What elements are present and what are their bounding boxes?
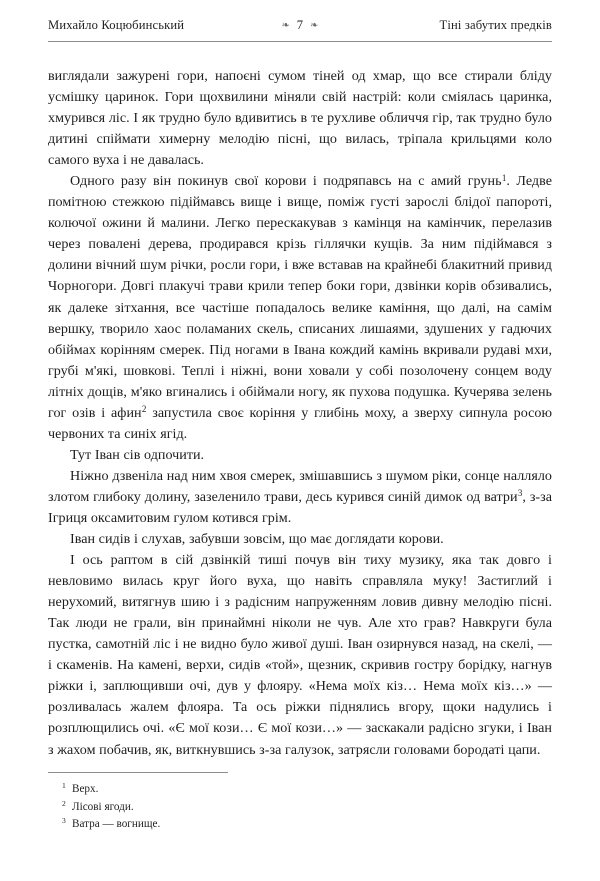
footnote-separator-rule [48, 772, 228, 773]
paragraph-text: Тут Іван сів одпочити. [70, 446, 205, 463]
header-rule [48, 41, 552, 42]
footnote-item [48, 799, 552, 817]
footnote-reference[interactable]: 3 [517, 488, 523, 499]
paragraph-text: . Ледве помітною стежкою підіймавсь вище і вище, поміж густі зарослі блідої папороті, колючої ожини й малини. Легко перескакував з камінця на камінчик, перелазив через повалені дерева, продирався крізь гіллячки кущів. За ним підіймався з долини вічний шум річки, росли гори, і вже вставав на крайнебі блакитний привид Чорногори. Довгі плакучі трави крили тепер боки гори, дзвінки корів обзивались, як далеке зітхання, все частіше попадалось велике каміння, що далі, на самім вершку, творило хаос поламаних скель, списаних лишаями, здушених у гадючих обіймах корінням смерек. Під ногами в Івана кождий камінь вкривали рудаві мхи, грубі м'які, шовкові. Теплі і ніжні, вони ховали у собі позолочену сонцем воду літніх дощів, м'яко вгинались і обіймали ногу, як пухова подушка. Кучерява зелень гог озів і афин [48, 173, 552, 421]
footnote-reference[interactable]: 1 [501, 172, 507, 183]
footnote-text: Верх. [72, 783, 99, 795]
ornament-left-icon: ❧ [281, 21, 290, 31]
footnote-list [48, 781, 552, 834]
ornament-right-icon: ❧ [310, 21, 319, 31]
page-number: 7 [296, 18, 304, 32]
footnote-reference[interactable]: 2 [141, 404, 147, 415]
paragraph-text: Одного разу він покинув свої корови і подряпавсь на с амий грунь [70, 173, 502, 190]
footnote-text: Лісові ягоди. [72, 800, 134, 813]
body-paragraph [48, 66, 552, 171]
footnote-item [48, 816, 552, 834]
running-head-title: Тіні забутих предків [439, 18, 552, 32]
paragraph-text: Іван сидів і слухав, забувши зовсім, що має доглядати корови. [70, 531, 444, 548]
footnote-marker: 1 [62, 781, 66, 790]
body-paragraph [48, 550, 552, 760]
paragraph-text: , з-за Ігриця оксамитовим гулом котився грім. [48, 488, 552, 526]
paragraph-text: І ось раптом в сій дзвінкій тиші почув він тиху музику, яка так довго і невловимо вилась круг його вуха, що навіть справляла муку! Застиглий і нерухомий, витягнув шию і з радісним напруженням ловив дивну мелодію пісні. Так люди не грали, він принаймні ніколи не чув. Але хто грав? Навкруги була пустка, самотній ліс і не видно було живої душі. Іван озирнувся назад, на скелі, — і скаменів. На камені, верхи, сидів «той», щезник, скривив гостру борідку, нагнув ріжки і, заплющивши очі, дув у флояру. «Нема моїх кіз… Нема моїх кіз…» — розливалась жалем флояра. Та ось ріжки піднялись вгору, щоки надулись і розплющились очі. «Є мої кози… Є мої кози…» — заскакали радісно згуки, і Іван з жахом побачив, як, виткнувшись з-за галузок, затрясли головами бородаті цапи. [48, 552, 552, 758]
body-text [48, 66, 552, 761]
paragraph-text: Ніжно дзвеніла над ним хвоя смерек, змішавшись з шумом ріки, сонце налляло злотом глибоку долину, зазеленило трави, десь курився синій димок од ватри [48, 467, 552, 505]
paragraph-text: виглядали зажурені гори, напоєні сумом тіней од хмар, що все стирали бліду усмішку царинок. Гори щохвилини міняли свій настрій: коли сміялась царинка, хмурився ліс. І як трудно було вдивитись в те рухливе обличчя гір, так трудно було дитині спіймати химерну мелодію пісні, що вилась, тріпала крильцями коло самого вуха і не давалась. [48, 68, 552, 169]
footnote-item [48, 781, 552, 799]
running-head [48, 18, 552, 33]
footnote-text: Ватра — вогнище. [72, 818, 161, 831]
running-head-author: Михайло Коцюбинський [48, 18, 185, 32]
footnote-marker: 2 [62, 798, 66, 808]
body-paragraph [48, 445, 552, 466]
footnotes [48, 772, 552, 834]
footnote-marker: 3 [62, 816, 66, 826]
body-paragraph [48, 466, 552, 529]
body-paragraph [48, 171, 552, 445]
body-paragraph [48, 529, 552, 550]
paragraph-text: запустила своє коріння у глибінь моху, а зверху сипнула росою червоних та синіх ягід. [48, 404, 553, 442]
